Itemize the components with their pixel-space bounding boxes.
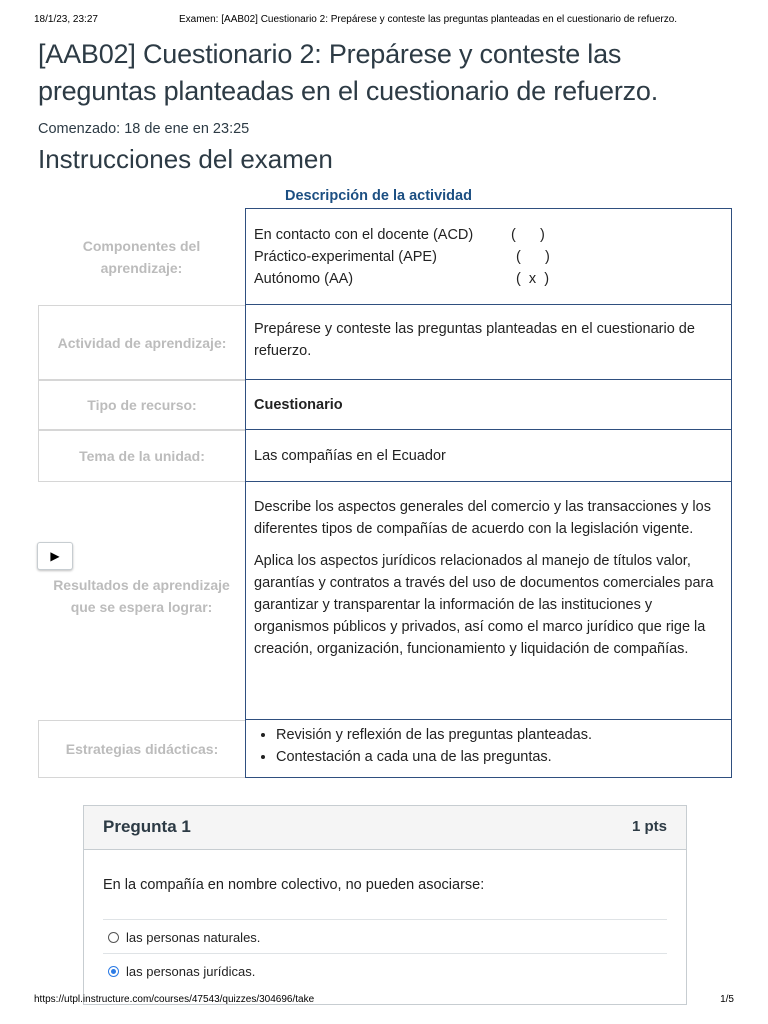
instructions-title: Instrucciones del examen <box>38 144 333 174</box>
radio-checked-icon[interactable] <box>108 966 119 977</box>
answer-option[interactable] <box>103 919 667 954</box>
print-doc-title: Examen: [AAB02] Cuestionario 2: Prepárese y conteste las preguntas planteadas en el cuestionario de refuerzo. <box>179 14 678 25</box>
component-acd: En contacto con el docente (ACD) <box>254 227 474 243</box>
question-text: En la compañía en nombre colectivo, no pueden asociarse: <box>103 877 485 893</box>
learning-outcomes-value <box>245 482 732 720</box>
activity-label: Actividad de aprendizaje: <box>38 305 245 380</box>
row-learning-outcomes <box>38 482 732 720</box>
activity-value: Prepárese y conteste las preguntas planteadas en el cuestionario de refuerzo. <box>245 305 732 380</box>
component-ape-mark: ( ) <box>516 249 550 265</box>
print-date: 18/1/23, 23:27 <box>34 14 98 25</box>
unit-topic-value: Las compañías en el Ecuador <box>245 430 732 482</box>
component-aa: Autónomo (AA) <box>254 271 354 287</box>
print-page-number: 1/5 <box>720 994 734 1005</box>
radio-unchecked-icon[interactable] <box>108 932 119 943</box>
print-url: https://utpl.instructure.com/courses/47543/quizzes/304696/take <box>34 994 315 1005</box>
components-label: Componentes del aprendizaje: <box>82 237 201 276</box>
component-line <box>254 224 723 246</box>
component-ape: Práctico-experimental (APE) <box>254 249 437 265</box>
answer-option[interactable] <box>103 953 667 988</box>
question-header <box>84 806 686 850</box>
answer-label: las personas jurídicas. <box>126 963 256 979</box>
resource-type-label: Tipo de recurso: <box>38 380 245 430</box>
component-line <box>254 246 723 268</box>
strategies-list <box>254 724 723 768</box>
strategies-label: Estrategias didácticas: <box>38 720 245 778</box>
page-title: [AAB02] Cuestionario 2: Prepárese y conteste las preguntas planteadas en el cuestionario de refuerzo. <box>38 39 659 106</box>
strategy-item: • Contestación a cada una de las preguntas. <box>276 746 723 768</box>
strategy-item: • Revisión y reflexión de las preguntas planteadas. <box>276 724 723 746</box>
resource-type-value: Cuestionario <box>245 380 732 430</box>
component-acd-mark: ( ) <box>511 227 545 243</box>
components-value <box>245 208 732 305</box>
play-icon: ▶ <box>50 549 60 563</box>
strategies-value <box>245 720 732 778</box>
row-components <box>38 208 732 305</box>
print-footer <box>34 994 734 1005</box>
learning-outcomes-label: Resultados de aprendizaje que se espera lograr: <box>53 577 230 615</box>
learning-outcome-paragraph: Describe los aspectos generales del comercio y las transacciones y los diferentes tipos de compañías de acuerdo con la legislación vigente. <box>254 499 711 537</box>
row-unit-topic <box>38 430 732 482</box>
component-aa-mark: ( x ) <box>516 271 550 287</box>
started-timestamp: Comenzado: 18 de ene en 23:25 <box>38 121 250 137</box>
description-heading: Descripción de la actividad <box>285 188 472 204</box>
play-button[interactable] <box>37 542 73 570</box>
answer-label: las personas naturales. <box>126 929 261 945</box>
row-strategies <box>38 720 732 778</box>
learning-outcome-paragraph: Aplica los aspectos jurídicos relacionados al manejo de títulos valor, garantías y contratos a través del uso de documentos comerciales para garantizar y transparentar la información de las instituciones y organismos públicos y privados, así como el marco jurídico que rige la creación, organización, funcionamiento y liquidación de compañías. <box>254 553 714 657</box>
question-name: Pregunta 1 <box>103 817 191 836</box>
component-line <box>254 268 723 290</box>
question-card <box>83 805 687 1005</box>
row-activity <box>38 305 732 380</box>
row-resource-type <box>38 380 732 430</box>
question-points: 1 pts <box>631 818 667 835</box>
unit-topic-label: Tema de la unidad: <box>38 430 245 482</box>
